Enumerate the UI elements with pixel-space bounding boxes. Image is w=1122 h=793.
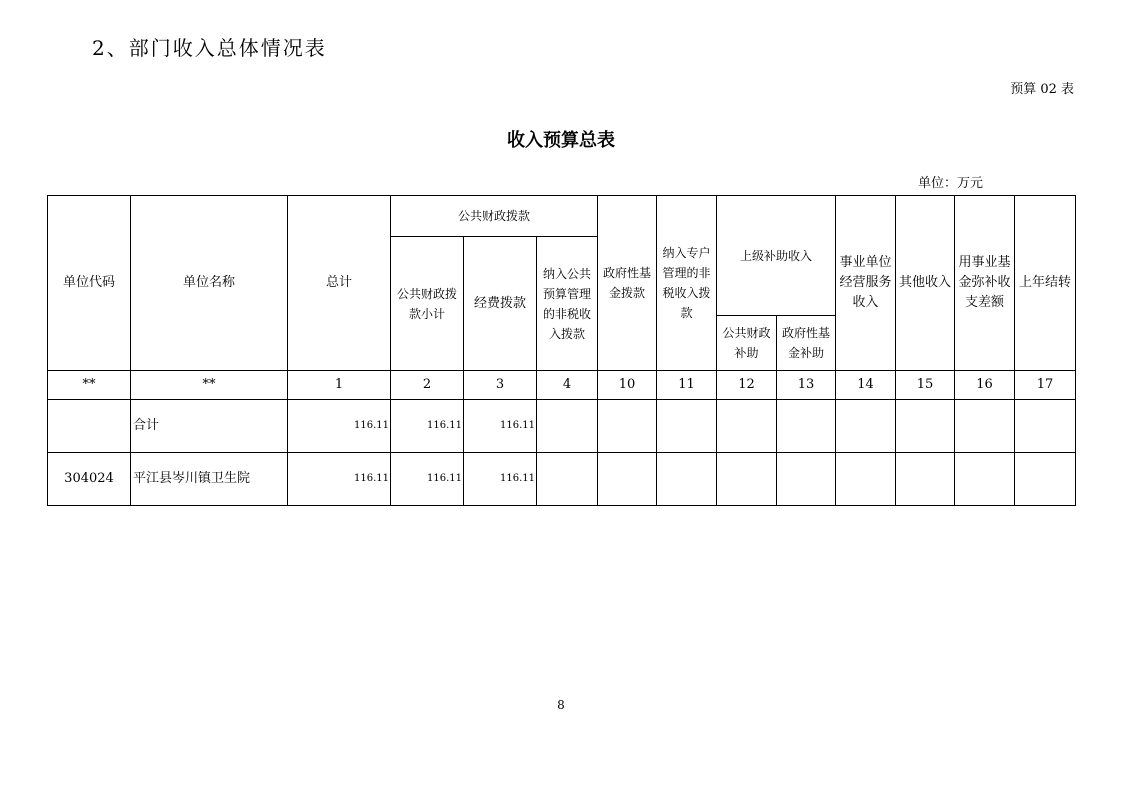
expense-cell: 116.11 xyxy=(464,453,537,506)
index-cell: 14 xyxy=(836,371,896,400)
table-number: 预算 02 表 xyxy=(1010,82,1074,97)
total-cell: 116.11 xyxy=(288,453,391,506)
carryover-cell xyxy=(1015,453,1076,506)
index-cell: 3 xyxy=(464,371,537,400)
header-unit-name: 单位名称 xyxy=(131,196,288,371)
header-nontax-public: 纳入公共预算管理的非税收入拨款 xyxy=(537,237,598,371)
index-row xyxy=(48,371,1076,400)
header-fund-offset: 用事业基金弥补收支差额 xyxy=(955,196,1015,371)
page-number: 8 xyxy=(557,698,565,712)
sub-gov-cell xyxy=(777,453,836,506)
nontax-public-cell xyxy=(537,453,598,506)
index-cell: 13 xyxy=(777,371,836,400)
unit-label: 单位：万元 xyxy=(918,176,984,191)
header-unit-code: 单位代码 xyxy=(48,196,131,371)
header-expense-allocation: 经费拨款 xyxy=(464,237,537,371)
expense-cell: 116.11 xyxy=(464,400,537,453)
page-title: 收入预算总表 xyxy=(507,130,615,151)
nontax-special-cell xyxy=(657,453,717,506)
index-cell: 17 xyxy=(1015,371,1076,400)
header-other-income: 其他收入 xyxy=(896,196,955,371)
index-cell: 10 xyxy=(598,371,657,400)
index-cell: ** xyxy=(48,371,131,400)
header-carryover: 上年结转 xyxy=(1015,196,1076,371)
sub-gov-cell xyxy=(777,400,836,453)
fund-cell xyxy=(955,400,1015,453)
header-sub-gov-fund: 政府性基金补助 xyxy=(777,316,836,371)
table-row-total xyxy=(48,400,1076,453)
unit-name-cell: 合计 xyxy=(131,400,288,453)
unit-name-cell: 平江县岑川镇卫生院 xyxy=(131,453,288,506)
index-cell: 2 xyxy=(391,371,464,400)
other-cell xyxy=(896,400,955,453)
index-cell: 16 xyxy=(955,371,1015,400)
other-cell xyxy=(896,453,955,506)
business-cell xyxy=(836,400,896,453)
index-cell: 4 xyxy=(537,371,598,400)
total-cell: 116.11 xyxy=(288,400,391,453)
nontax-public-cell xyxy=(537,400,598,453)
index-cell: ** xyxy=(131,371,288,400)
header-total: 总计 xyxy=(288,196,391,371)
index-cell: 15 xyxy=(896,371,955,400)
gov-fund-cell xyxy=(598,453,657,506)
nontax-special-cell xyxy=(657,400,717,453)
header-public-finance: 公共财政拨款 xyxy=(391,196,598,237)
gov-fund-cell xyxy=(598,400,657,453)
unit-code-cell: 304024 xyxy=(48,453,131,506)
header-superior-subsidy: 上级补助收入 xyxy=(717,196,836,316)
sub-public-cell xyxy=(717,400,777,453)
carryover-cell xyxy=(1015,400,1076,453)
header-row-1 xyxy=(48,196,1076,237)
sub-public-cell xyxy=(717,453,777,506)
header-sub-public-finance: 公共财政补助 xyxy=(717,316,777,371)
section-title: 2、部门收入总体情况表 xyxy=(92,36,327,60)
table-row xyxy=(48,453,1076,506)
header-public-finance-subtotal: 公共财政拨款小计 xyxy=(391,237,464,371)
subtotal-cell: 116.11 xyxy=(391,453,464,506)
subtotal-cell: 116.11 xyxy=(391,400,464,453)
income-budget-table xyxy=(47,195,1076,506)
fund-cell xyxy=(955,453,1015,506)
business-cell xyxy=(836,453,896,506)
unit-code-cell xyxy=(48,400,131,453)
header-gov-fund: 政府性基金拨款 xyxy=(598,196,657,371)
index-cell: 1 xyxy=(288,371,391,400)
header-business-service: 事业单位经营服务收入 xyxy=(836,196,896,371)
header-nontax-special: 纳入专户管理的非税收入拨款 xyxy=(657,196,717,371)
index-cell: 12 xyxy=(717,371,777,400)
index-cell: 11 xyxy=(657,371,717,400)
